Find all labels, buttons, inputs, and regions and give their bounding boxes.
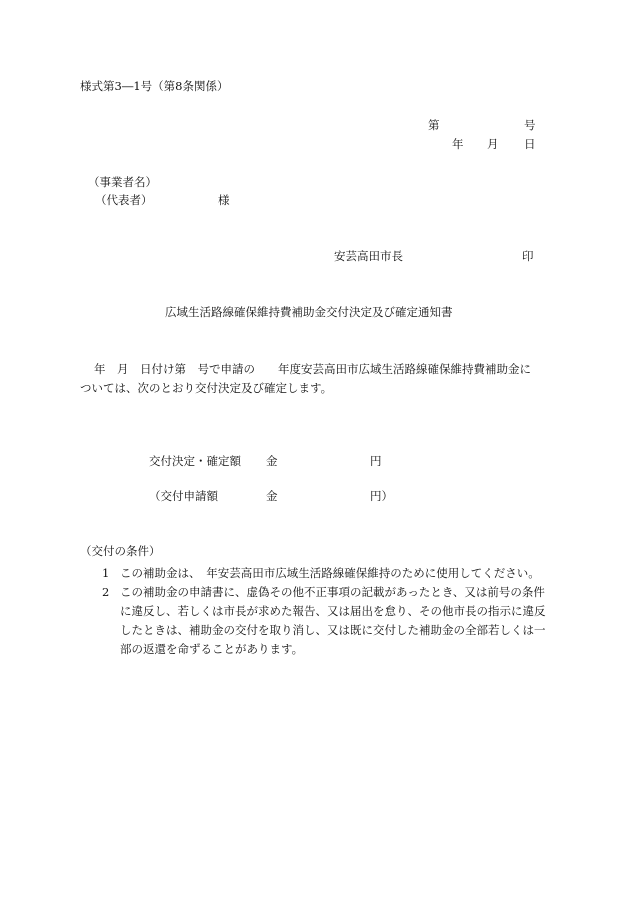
body-line-1: 年 月 日付け第 号で申請の 年度安芸高田市広域生活路線確保維持費補助金に bbox=[94, 362, 531, 376]
decided-amount-prefix: 金 bbox=[266, 454, 278, 468]
condition-item-1 bbox=[102, 564, 552, 583]
applied-amount-unit: 円） bbox=[370, 489, 393, 503]
doc-number-prefix: 第 bbox=[428, 118, 440, 132]
applied-amount-label: （交付申請額 bbox=[149, 489, 218, 503]
recipient-honorific: 様 bbox=[218, 193, 230, 207]
form-number: 様式第3―1号（第8条関係） bbox=[80, 79, 229, 93]
condition-text: この補助金の申請書に、虚偽その他不正事項の記載があったとき、又は前号の条件に違反し、若しくは市長が求めた報告、又は届出を怠り、その他市長の指示に違反したときは、補助金の交付を取り消し、又は既に交付した補助金の全部若しくは一部の返還を命ずることがあります。 bbox=[120, 585, 546, 656]
doc-number-suffix: 号 bbox=[524, 118, 536, 132]
condition-item-2 bbox=[102, 583, 552, 663]
date-day: 日 bbox=[524, 137, 536, 151]
decided-amount-label: 交付決定・確定額 bbox=[149, 454, 241, 468]
recipient-company: （事業者名） bbox=[88, 175, 157, 189]
date-month: 月 bbox=[487, 137, 499, 151]
conditions-heading: （交付の条件） bbox=[80, 544, 161, 558]
condition-number: 2 bbox=[102, 585, 110, 599]
condition-text: この補助金は、 年安芸高田市広域生活路線確保維持のために使用してください。 bbox=[120, 566, 540, 580]
body-paragraph bbox=[80, 360, 550, 398]
issuer-seal: 印 bbox=[522, 249, 534, 263]
applied-amount-prefix: 金 bbox=[266, 489, 278, 503]
issuer-name: 安芸高田市長 bbox=[334, 249, 403, 263]
recipient-representative: （代表者） bbox=[95, 193, 153, 207]
date-year: 年 bbox=[452, 137, 464, 151]
body-line-2: ついては、次のとおり交付決定及び確定します。 bbox=[80, 381, 333, 395]
document-title: 広域生活路線確保維持費補助金交付決定及び確定通知書 bbox=[165, 305, 453, 319]
condition-number: 1 bbox=[102, 566, 110, 580]
decided-amount-unit: 円 bbox=[370, 454, 382, 468]
